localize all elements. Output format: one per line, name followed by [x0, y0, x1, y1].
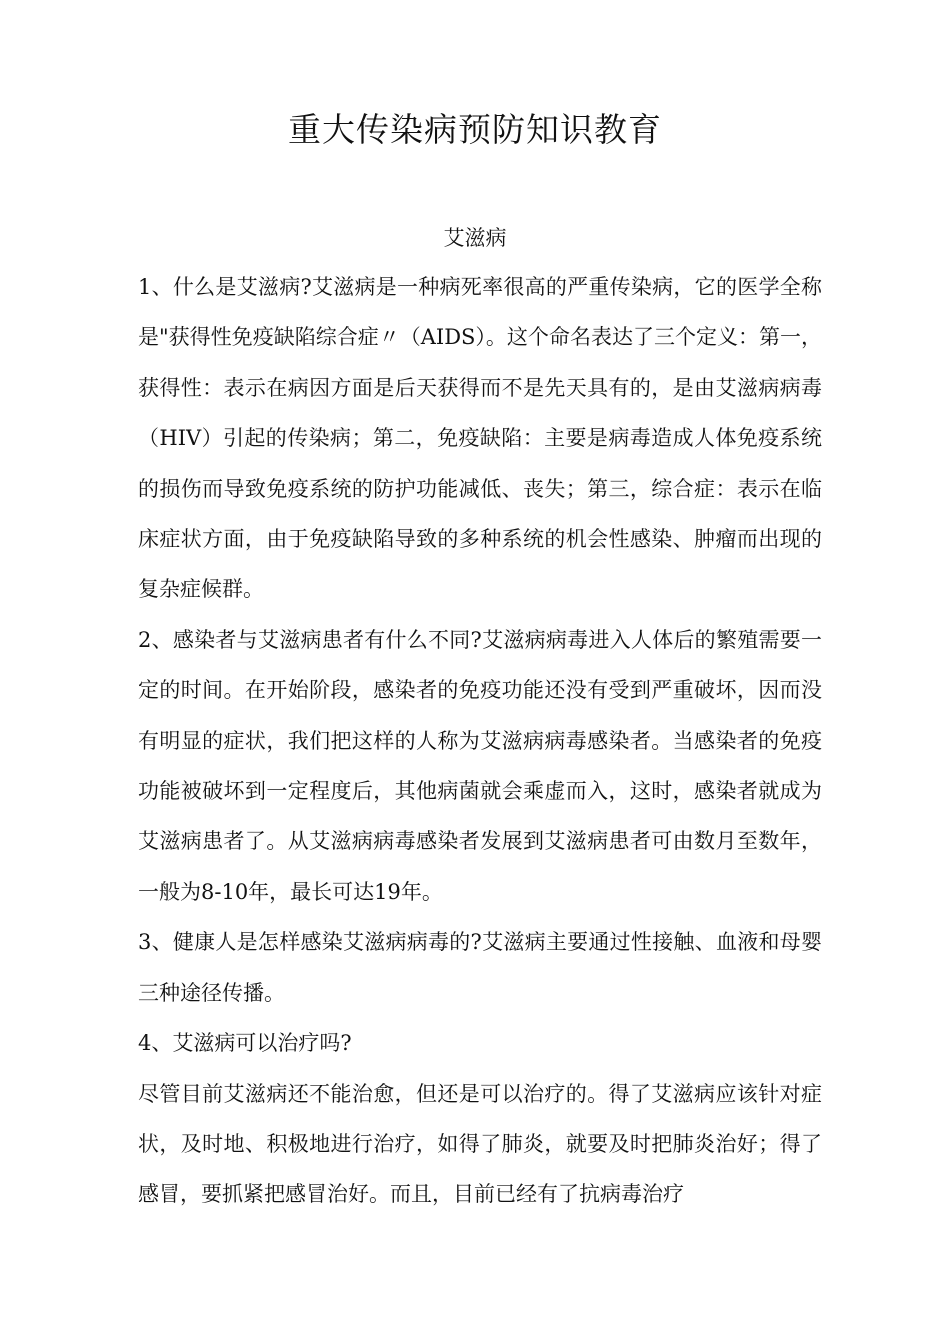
- document-title: 重大传染病预防知识教育: [288, 110, 662, 149]
- section-heading: 艾滋病: [443, 226, 507, 250]
- paragraph-treatment-answer: 尽管目前艾滋病还不能治愈，但还是可以治疗的。得了艾滋病应该针对症状，及时地、积极地进行治疗，如得了肺炎，就要及时把肺炎治好；得了感冒，要抓紧把感冒治好。而且，目前已经有了抗病毒治疗: [138, 1081, 822, 1207]
- document-body: [138, 262, 822, 1220]
- paragraph-transmission: 3、健康人是怎样感染艾滋病病毒的?艾滋病主要通过性接触、血液和母婴三种途径传播。: [138, 930, 822, 1005]
- paragraph-infected-vs-patient: 2、感染者与艾滋病患者有什么不同?艾滋病病毒进入人体后的繁殖需要一定的时间。在开始阶段，感染者的免疫功能还没有受到严重破坏，因而没有明显的症状，我们把这样的人称为艾滋病病毒感染者。当感染者的免疫功能被破坏到一定程度后，其他病菌就会乘虚而入，这时，感染者就成为艾滋病患者了。从艾滋病病毒感染者发展到艾滋病患者可由数月至数年，一般为8-10年，最长可达19年。: [138, 627, 822, 904]
- paragraph-what-is-aids: 1、什么是艾滋病?艾滋病是一种病死率很高的严重传染病，它的医学全称是"获得性免疫缺陷综合症〃（AIDS）。这个命名表达了三个定义：第一，获得性：表示在病因方面是后天获得而不是先天具有的，是由艾滋病病毒（HIV）引起的传染病；第二，免疫缺陷：主要是病毒造成人体免疫系统的损伤而导致免疫系统的防护功能减低、丧失；第三，综合症：表示在临床症状方面，由于免疫缺陷导致的多种系统的机会性感染、肿瘤而出现的复杂症候群。: [138, 275, 822, 602]
- paragraph-treatment-question: 4、艾滋病可以治疗吗?: [138, 1031, 352, 1056]
